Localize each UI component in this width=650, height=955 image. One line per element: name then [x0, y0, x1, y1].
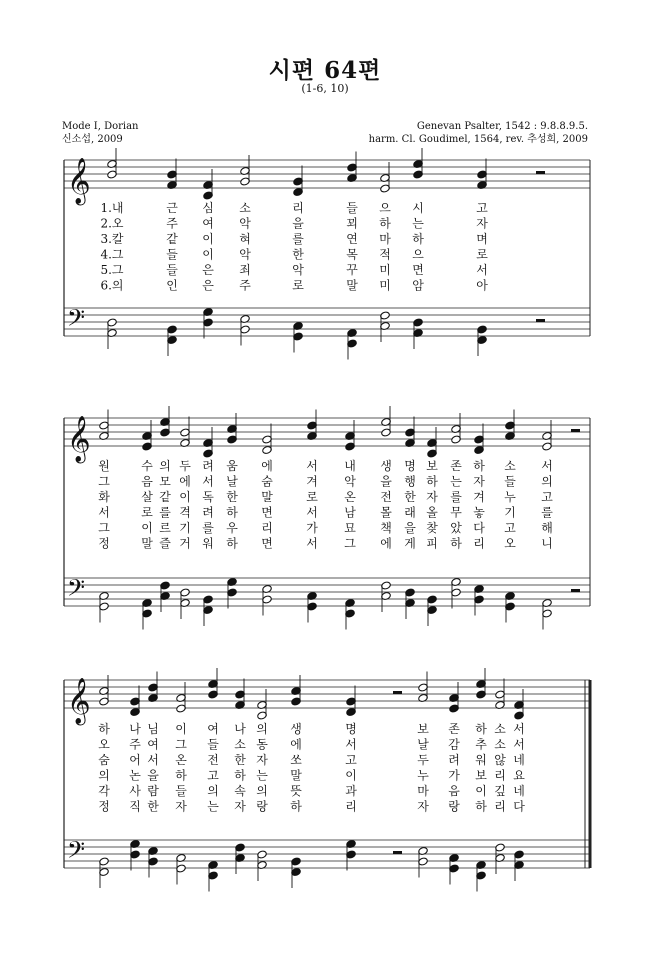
- lyric-syllable: 을: [147, 768, 159, 783]
- lyric-syllable: 두: [179, 459, 191, 473]
- lyric-syllable: 을: [292, 216, 304, 231]
- lyric-syllable: 날: [226, 474, 238, 489]
- lyric-syllable: 으: [379, 201, 391, 215]
- lyric-syllable: 여: [147, 737, 159, 752]
- lyric-syllable: 한: [234, 753, 246, 767]
- lyric-syllable: 자: [175, 799, 187, 814]
- lyric-syllable: 은: [202, 263, 214, 277]
- lyric-syllable: 6.의: [100, 278, 124, 293]
- lyric-syllable: 리: [494, 768, 506, 783]
- lyric-syllable: 움: [226, 459, 238, 473]
- lyric-syllable: 자: [473, 474, 485, 489]
- lyric-syllable: 오: [98, 737, 110, 752]
- lyric-syllable: 소: [234, 737, 246, 752]
- lyric-syllable: 묘: [344, 521, 356, 535]
- lyric-syllable: 를: [202, 521, 214, 535]
- treble-clef-icon: 𝄞: [67, 416, 91, 462]
- lyric-syllable: 자: [234, 799, 246, 814]
- lyric-syllable: 남: [344, 505, 356, 520]
- lyric-syllable: 의: [98, 768, 110, 783]
- lyric-syllable: 악: [292, 263, 304, 277]
- lyric-syllable: 다: [513, 799, 525, 814]
- lyric-syllable: 고: [207, 768, 219, 783]
- verse-range: (1-6, 10): [301, 82, 349, 95]
- lyric-syllable: 면: [261, 536, 273, 551]
- lyric-syllable: 이: [179, 490, 191, 504]
- lyric-syllable: 마: [379, 232, 391, 246]
- lyric-syllable: 온: [175, 753, 187, 767]
- lyric-syllable: 은: [202, 278, 214, 293]
- lyric-syllable: 오: [504, 536, 516, 551]
- lyric-syllable: 이: [202, 247, 214, 262]
- lyric-syllable: 의: [256, 722, 268, 736]
- lyric-syllable: 우: [226, 521, 238, 535]
- lyric-syllable: 하: [290, 799, 302, 814]
- lyric-syllable: 를: [159, 505, 171, 520]
- lyric-syllable: 한: [147, 799, 159, 814]
- lyric-syllable: 로: [141, 505, 153, 520]
- lyric-syllable: 깊: [494, 784, 506, 798]
- lyric-syllable: 으: [412, 247, 424, 262]
- lyric-syllable: 말: [290, 768, 302, 783]
- lyric-syllable: 이: [141, 521, 153, 535]
- lyric-syllable: 하: [175, 768, 187, 783]
- lyric-syllable: 과: [345, 784, 357, 798]
- lyric-syllable: 들: [504, 474, 516, 489]
- lyric-syllable: 뜻: [290, 784, 302, 798]
- lyric-syllable: 주: [166, 216, 178, 231]
- lyric-syllable: 독: [202, 490, 214, 504]
- lyric-syllable: 누: [417, 768, 429, 783]
- lyric-syllable: 책: [380, 521, 392, 535]
- lyric-syllable: 를: [450, 490, 462, 504]
- lyric-syllable: 는: [256, 768, 268, 783]
- lyric-syllable: 겨: [306, 474, 318, 489]
- lyric-syllable: 연: [346, 232, 358, 246]
- lyric-syllable: 르: [159, 521, 171, 535]
- lyric-syllable: 자: [417, 799, 429, 814]
- lyric-syllable: 놓: [473, 505, 485, 520]
- lyric-syllable: 에: [290, 737, 302, 752]
- lyric-syllable: 찾: [426, 521, 438, 535]
- lyric-syllable: 에: [380, 536, 392, 551]
- lyric-syllable: 하: [226, 536, 238, 551]
- translator-credit: 신소섭, 2009: [62, 134, 123, 145]
- lyric-syllable: 리: [292, 201, 304, 215]
- lyric-syllable: 숨: [98, 753, 110, 767]
- lyric-syllable: 거: [179, 536, 191, 551]
- lyric-syllable: 말: [261, 490, 273, 504]
- lyric-syllable: 려: [202, 505, 214, 520]
- lyric-syllable: 악: [239, 216, 251, 231]
- lyric-syllable: 음: [448, 784, 460, 798]
- lyric-syllable: 서: [306, 459, 318, 473]
- lyric-syllable: 워: [475, 753, 487, 767]
- lyric-syllable: 는: [207, 799, 219, 814]
- lyric-syllable: 고: [541, 490, 553, 504]
- lyric-syllable: 이: [475, 784, 487, 798]
- rest-bass: [536, 319, 545, 322]
- lyric-syllable: 나: [129, 722, 141, 736]
- lyric-syllable: 려: [202, 459, 214, 473]
- lyric-syllable: 이: [202, 232, 214, 246]
- lyric-syllable: 리: [261, 521, 273, 535]
- lyric-syllable: 서: [147, 753, 159, 767]
- lyric-syllable: 의: [541, 474, 553, 489]
- treble-clef-icon: 𝄞: [67, 678, 91, 724]
- lyric-syllable: 전: [380, 490, 392, 504]
- lyric-syllable: 려: [448, 753, 460, 767]
- lyric-syllable: 심: [202, 201, 214, 215]
- lyric-syllable: 보: [426, 459, 438, 473]
- lyric-syllable: 모: [159, 474, 171, 489]
- bass-clef-icon: 𝄢: [67, 304, 86, 337]
- lyric-syllable: 람: [147, 784, 159, 798]
- lyric-syllable: 가: [306, 521, 318, 535]
- lyric-syllable: 하: [473, 459, 485, 473]
- lyric-syllable: 화: [98, 490, 110, 504]
- lyric-syllable: 마: [417, 784, 429, 798]
- lyric-syllable: 하: [98, 722, 110, 736]
- lyric-syllable: 사: [129, 784, 141, 798]
- lyric-syllable: 하: [426, 474, 438, 489]
- lyric-syllable: 요: [513, 768, 525, 783]
- lyric-syllable: 네: [513, 753, 525, 767]
- lyric-syllable: 같: [159, 490, 171, 504]
- lyric-syllable: 음: [141, 474, 153, 489]
- lyric-syllable: 정: [98, 799, 110, 814]
- lyric-syllable: 는: [450, 474, 462, 489]
- lyric-syllable: 혀: [239, 232, 251, 246]
- lyric-syllable: 올: [426, 505, 438, 520]
- lyric-syllable: 워: [202, 536, 214, 551]
- lyric-syllable: 악: [344, 474, 356, 489]
- lyric-syllable: 로: [306, 490, 318, 504]
- lyric-syllable: 한: [404, 490, 416, 504]
- harmony-credit: harm. Cl. Goudimel, 1564, rev. 추성희, 2009: [368, 134, 588, 145]
- lyric-syllable: 며: [476, 232, 488, 246]
- lyric-syllable: 들: [166, 247, 178, 262]
- lyric-syllable: 의: [159, 459, 171, 473]
- lyric-syllable: 소: [494, 722, 506, 736]
- lyric-syllable: 하: [379, 216, 391, 231]
- lyric-syllable: 적: [379, 247, 391, 262]
- lyric-syllable: 래: [404, 505, 416, 520]
- lyric-syllable: 랑: [256, 799, 268, 814]
- lyric-syllable: 2.오: [100, 216, 124, 231]
- lyric-syllable: 생: [380, 459, 392, 473]
- treble-clef-icon: 𝄞: [67, 158, 91, 204]
- lyric-syllable: 아: [476, 278, 488, 293]
- lyric-syllable: 들: [207, 737, 219, 752]
- lyric-syllable: 생: [290, 722, 302, 736]
- lyric-syllable: 그: [344, 536, 356, 551]
- lyric-syllable: 감: [448, 737, 460, 752]
- lyric-syllable: 에: [179, 474, 191, 489]
- lyric-syllable: 피: [426, 536, 438, 551]
- lyric-syllable: 미: [379, 278, 391, 293]
- lyric-syllable: 명: [345, 722, 357, 736]
- lyric-syllable: 한: [292, 247, 304, 262]
- rest-treble: [571, 429, 580, 432]
- lyric-syllable: 암: [412, 278, 424, 293]
- lyric-syllable: 에: [261, 459, 273, 473]
- lyric-syllable: 살: [141, 490, 153, 504]
- lyric-syllable: 서: [202, 474, 214, 489]
- lyric-syllable: 4.그: [100, 247, 124, 262]
- lyric-syllable: 근: [166, 201, 178, 215]
- lyric-syllable: 겨: [473, 490, 485, 504]
- lyric-syllable: 꾸: [346, 263, 358, 277]
- lyric-syllable: 니: [541, 536, 553, 551]
- lyric-syllable: 자: [426, 490, 438, 504]
- lyric-syllable: 존: [450, 459, 462, 473]
- lyric-syllable: 하: [475, 722, 487, 736]
- lyric-syllable: 로: [292, 278, 304, 293]
- lyric-syllable: 꾀: [346, 216, 358, 231]
- lyric-syllable: 서: [513, 722, 525, 736]
- lyric-syllable: 날: [417, 737, 429, 752]
- lyric-syllable: 어: [129, 753, 141, 767]
- lyric-syllable: 서: [98, 505, 110, 520]
- lyric-syllable: 3.칼: [100, 232, 124, 246]
- lyric-syllable: 자: [476, 216, 488, 231]
- lyric-syllable: 각: [98, 784, 110, 798]
- lyric-syllable: 를: [541, 505, 553, 520]
- lyric-syllable: 이: [345, 768, 357, 783]
- lyric-syllable: 들: [346, 201, 358, 215]
- rest-bass: [393, 851, 402, 854]
- lyric-syllable: 말: [346, 278, 358, 293]
- lyric-syllable: 정: [98, 536, 110, 551]
- hymn-title: 시편 64편: [268, 57, 382, 84]
- lyric-syllable: 그: [175, 737, 187, 752]
- lyric-syllable: 의: [256, 784, 268, 798]
- lyric-syllable: 논: [129, 768, 141, 783]
- lyric-syllable: 수: [141, 459, 153, 473]
- lyric-syllable: 하: [226, 505, 238, 520]
- lyric-syllable: 두: [417, 753, 429, 767]
- lyric-syllable: 여: [207, 722, 219, 736]
- lyric-syllable: 여: [202, 216, 214, 231]
- lyric-syllable: 보: [475, 768, 487, 783]
- lyric-syllable: 면: [412, 263, 424, 277]
- lyric-syllable: 주: [239, 278, 251, 293]
- lyric-syllable: 죄: [239, 263, 251, 277]
- lyric-syllable: 내: [344, 459, 356, 473]
- lyric-syllable: 서: [513, 737, 525, 752]
- lyric-syllable: 소: [494, 737, 506, 752]
- lyric-syllable: 인: [166, 278, 178, 293]
- bass-clef-icon: 𝄢: [67, 574, 86, 607]
- lyric-syllable: 1.내: [100, 201, 124, 215]
- lyric-syllable: 고: [504, 521, 516, 535]
- lyric-syllable: 보: [417, 722, 429, 736]
- lyric-syllable: 게: [404, 536, 416, 551]
- lyric-syllable: 않: [494, 753, 506, 767]
- lyric-syllable: 을: [404, 521, 416, 535]
- lyric-syllable: 면: [261, 505, 273, 520]
- lyric-syllable: 네: [513, 784, 525, 798]
- lyric-syllable: 추: [475, 737, 487, 752]
- rest-bass: [571, 589, 580, 592]
- lyric-syllable: 하: [450, 536, 462, 551]
- lyric-syllable: 악: [239, 247, 251, 262]
- lyric-syllable: 리: [494, 799, 506, 814]
- lyric-syllable: 님: [147, 722, 159, 736]
- lyric-syllable: 하: [234, 768, 246, 783]
- lyric-syllable: 몰: [380, 505, 392, 520]
- mode-label: Mode I, Dorian: [62, 121, 139, 132]
- lyric-syllable: 가: [448, 768, 460, 783]
- lyric-syllable: 명: [404, 459, 416, 473]
- lyric-syllable: 즐: [159, 536, 171, 551]
- lyric-syllable: 직: [129, 799, 141, 814]
- lyric-syllable: 들: [166, 263, 178, 277]
- lyric-syllable: 기: [504, 505, 516, 520]
- lyric-syllable: 서: [306, 536, 318, 551]
- lyric-syllable: 고: [345, 753, 357, 767]
- lyric-syllable: 소: [504, 459, 516, 473]
- lyric-syllable: 그: [98, 521, 110, 535]
- lyric-syllable: 리: [345, 799, 357, 814]
- lyric-syllable: 를: [292, 232, 304, 246]
- lyric-syllable: 는: [412, 216, 424, 231]
- lyric-syllable: 속: [234, 784, 246, 798]
- lyric-syllable: 의: [207, 784, 219, 798]
- lyric-syllable: 동: [256, 737, 268, 752]
- lyric-syllable: 한: [226, 490, 238, 504]
- lyric-syllable: 그: [98, 474, 110, 489]
- lyric-syllable: 해: [541, 521, 553, 535]
- lyric-syllable: 전: [207, 753, 219, 767]
- lyric-syllable: 고: [476, 201, 488, 215]
- lyric-syllable: 하: [412, 232, 424, 246]
- rest-treble: [536, 171, 545, 174]
- lyric-syllable: 쏘: [290, 753, 302, 767]
- lyric-syllable: 다: [473, 521, 485, 535]
- lyric-syllable: 온: [344, 490, 356, 504]
- source-credit: Genevan Psalter, 1542 : 9.8.8.9.5.: [416, 121, 588, 132]
- lyric-syllable: 기: [179, 521, 191, 535]
- lyric-syllable: 자: [256, 753, 268, 767]
- lyric-syllable: 았: [450, 521, 462, 535]
- lyric-syllable: 같: [166, 232, 178, 246]
- lyric-syllable: 나: [234, 722, 246, 736]
- bass-clef-icon: 𝄢: [67, 836, 86, 869]
- lyric-syllable: 이: [175, 722, 187, 736]
- lyric-syllable: 하: [475, 799, 487, 814]
- lyric-syllable: 주: [129, 737, 141, 752]
- lyric-syllable: 숨: [261, 474, 273, 489]
- lyric-syllable: 존: [448, 722, 460, 736]
- lyric-syllable: 로: [476, 247, 488, 262]
- lyric-syllable: 을: [380, 474, 392, 489]
- lyric-syllable: 랑: [448, 799, 460, 814]
- lyric-syllable: 서: [476, 263, 488, 277]
- lyric-syllable: 서: [306, 505, 318, 520]
- lyric-syllable: 서: [541, 459, 553, 473]
- lyric-syllable: 목: [346, 247, 358, 262]
- lyric-syllable: 서: [345, 737, 357, 752]
- lyric-syllable: 누: [504, 490, 516, 504]
- lyric-syllable: 격: [179, 505, 191, 520]
- lyric-syllable: 시: [412, 201, 424, 215]
- rest-treble: [393, 691, 402, 694]
- lyric-syllable: 말: [141, 536, 153, 551]
- lyric-syllable: 소: [239, 201, 251, 215]
- lyric-syllable: 리: [473, 536, 485, 551]
- lyric-syllable: 원: [98, 459, 110, 473]
- lyric-syllable: 미: [379, 263, 391, 277]
- lyric-syllable: 행: [404, 474, 416, 489]
- lyric-syllable: 5.그: [100, 263, 124, 277]
- lyric-syllable: 무: [450, 505, 462, 520]
- lyric-syllable: 들: [175, 784, 187, 798]
